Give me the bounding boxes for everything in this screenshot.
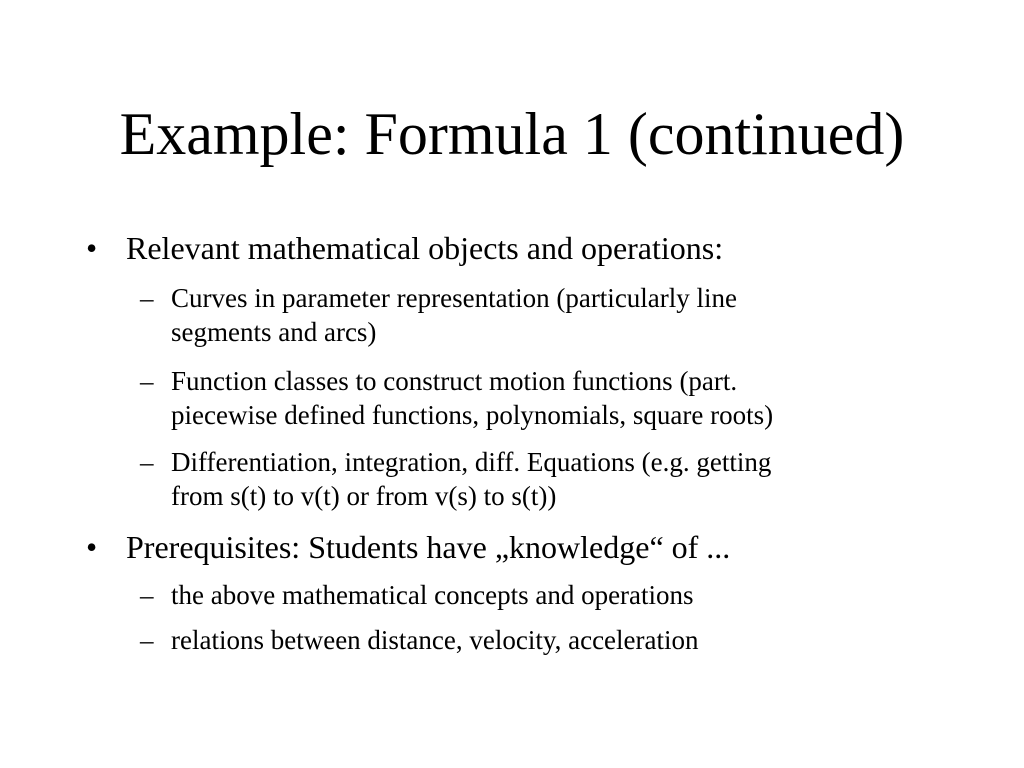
bullet-text: Relevant mathematical objects and operations: bbox=[126, 230, 724, 266]
bullet-marker: • bbox=[86, 230, 98, 266]
sub-bullet-marker: – bbox=[140, 366, 154, 396]
sub-bullet-text: Function classes to construct motion functions (part. piecewise defined functions, polynomials, square roots) bbox=[171, 366, 774, 430]
bullet-text: Prerequisites: Students have „knowledge“ of ... bbox=[126, 529, 731, 565]
sub-bullet-marker: – bbox=[140, 580, 154, 610]
slide-title: Example: Formula 1 (continued) bbox=[119, 101, 905, 167]
sub-bullet-marker: – bbox=[140, 625, 154, 655]
bullet-marker: • bbox=[86, 529, 98, 565]
sub-bullet-text: Curves in parameter representation (particularly line segments and arcs) bbox=[171, 283, 738, 347]
sub-bullet-text: the above mathematical concepts and operations bbox=[171, 580, 694, 610]
sub-bullet-text: Differentiation, integration, diff. Equations (e.g. getting from s(t) to v(t) or from v(s) to s(t)) bbox=[171, 447, 772, 511]
sub-bullet-marker: – bbox=[140, 283, 154, 313]
sub-bullet-text: relations between distance, velocity, acceleration bbox=[171, 625, 699, 655]
sub-bullet-marker: – bbox=[140, 447, 154, 477]
